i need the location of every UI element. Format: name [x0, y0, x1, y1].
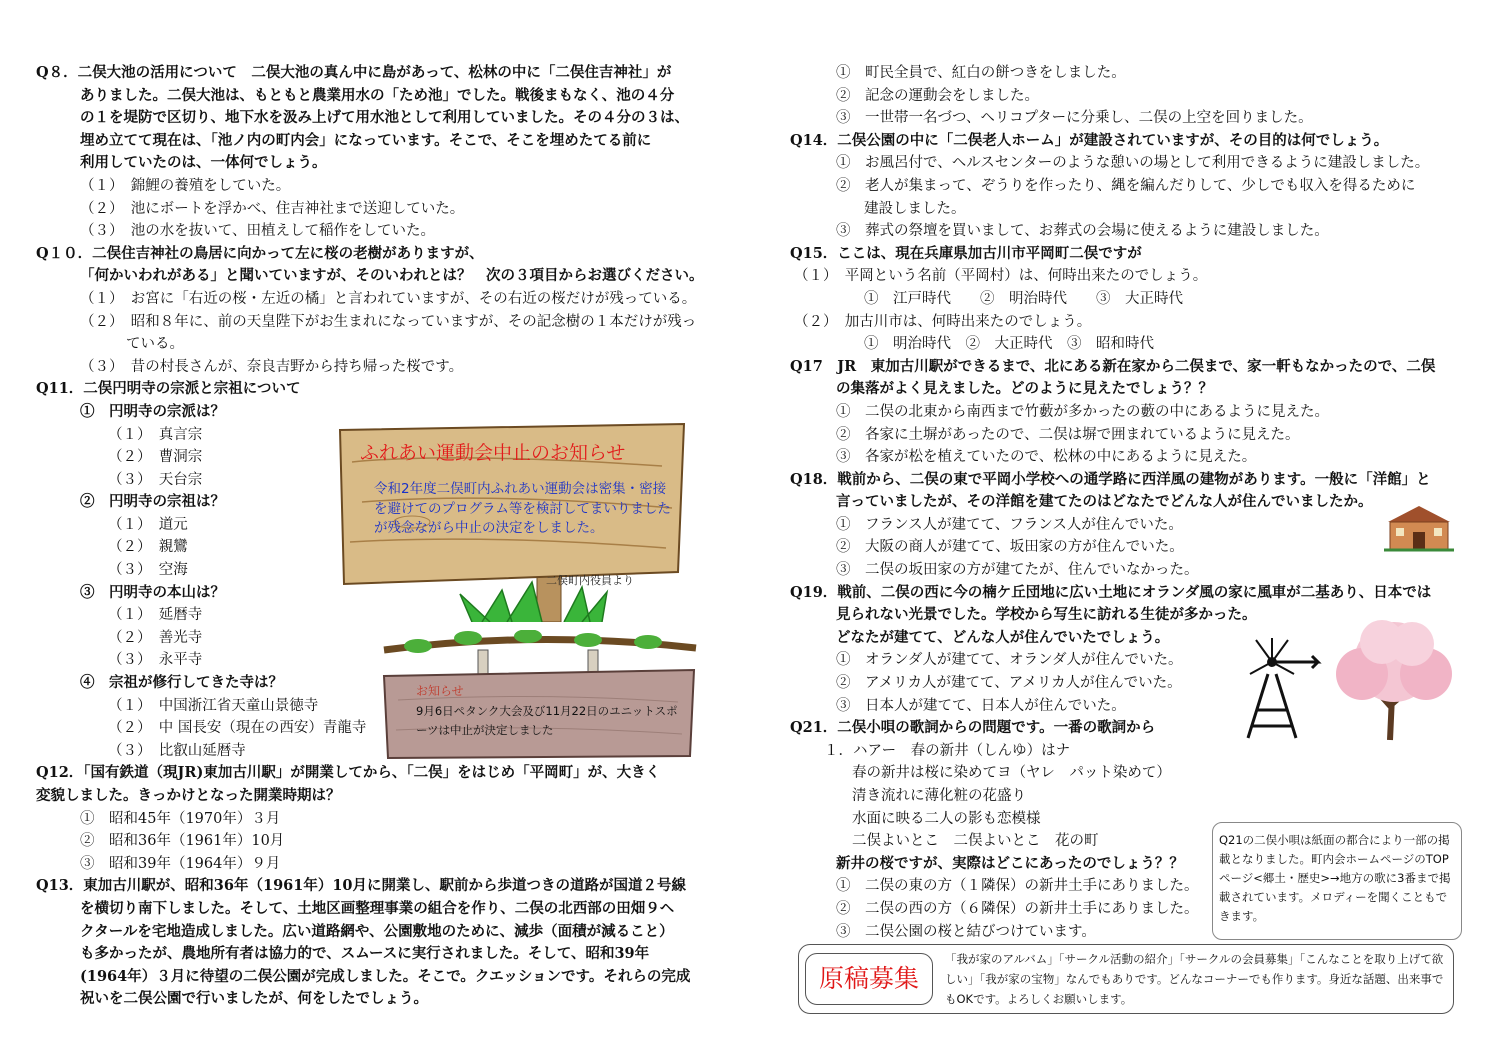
question-line: 見られない光景でした。学校から写生に訪れる生徒が多かった。: [836, 606, 1257, 624]
answer-option: ③ 一世帯一名づつ、ヘリコプターに分乗し、二俣の上空を回りました。: [836, 110, 1313, 127]
song-note-text: Q21の二俣小唄は紙面の都合により一部の掲載となりました。町内会ホームページのTOPページ<郷土・歴史>→地方の歌に3番まで掲載されています。メロディーを聞くこともできます。: [1219, 833, 1451, 923]
answer-option: ② 記念の運動会をしました。: [836, 87, 1039, 104]
answer-option: ① 町民全員で、紅白の餅つきをしました。: [836, 65, 1126, 81]
cherry-tree-icon: [1326, 618, 1462, 750]
right-column: [790, 62, 1470, 943]
question-line: Q１０．二俣住吉神社の鳥居に向かって左に桜の老樹がありますが、: [36, 244, 484, 262]
question-line: の集落がよく見えました。どのように見えたでしょう？？: [836, 380, 1213, 398]
question-line: ④ 宗祖が修行してきた寺は？: [80, 674, 283, 692]
question-line: ③ 円明寺の本山は？: [80, 583, 225, 601]
answer-option: ② アメリカ人が建てて、アメリカ人が住んでいた。: [836, 675, 1182, 692]
question-line: 祝いを二俣公園で行いましたが、何をしたでしょう。: [80, 990, 428, 1008]
answer-option: ③ 二俣公園の桜と結びつけています。: [836, 923, 1096, 940]
question-line: も多かったが、農地所有者は協力的で、スムースに実行されました。そして、昭和39年: [80, 945, 650, 963]
answer-option: ② 昭和36年（1961年）10月: [80, 833, 285, 850]
board-title: お知らせ: [416, 684, 464, 698]
question-line: (1964年）３月に待望の二俣公園が完成しました。そこで。クエッションです。それらの完成: [80, 967, 691, 985]
manuscript-recruit-box: [798, 944, 1454, 1014]
sign-title: ふれあい運動会中止のお知らせ: [360, 442, 626, 464]
question-line: Q14．二俣公園の中に「二俣老人ホーム」が建設されていますが、その目的は何でしょう。: [790, 131, 1389, 149]
answer-option: 水面に映る二人の影も恋模様: [852, 810, 1041, 827]
windmill-icon: [1226, 634, 1326, 744]
answer-option: （３） 比叡山延暦寺: [108, 742, 246, 759]
answer-option: 清き流れに薄化粧の花盛り: [852, 788, 1026, 804]
answer-option: ① 江戸時代 ② 明治時代 ③ 大正時代: [864, 290, 1183, 307]
question-line: ① 円明寺の宗派は？: [80, 402, 225, 420]
answer-option: ① 二俣の北東から南西まで竹藪が多かったの藪の中にあるように見えた。: [836, 403, 1329, 420]
answer-option: （３） 天台宗: [108, 471, 203, 488]
answer-option: ③ 日本人が建てて、日本人が住んでいた。: [836, 697, 1126, 714]
answer-option: ② 大阪の商人が建てて、坂田家の方が住んでいた。: [836, 539, 1184, 556]
western-house-icon: [1384, 504, 1454, 556]
question-line: 「何かいわれがある」と聞いていますが、そのいわれとは？ 次の３項目からお選びください。: [80, 267, 704, 285]
answer-option: ③ 葬式の祭壇を買いまして、お葬式の会場に使えるように建設しました。: [836, 223, 1329, 240]
sign-from: 二俣町内役員より: [546, 574, 634, 587]
question-line: 埋め立てて現在は、「池ノ内の町内会」になっています。そこで、そこを埋めたてる前に: [80, 131, 652, 149]
answer-option: ① 二俣の東の方（１隣保）の新井土手にありました。: [836, 878, 1199, 895]
answer-option: （１） 道元: [108, 516, 188, 533]
answer-option: （２） 善光寺: [108, 629, 203, 646]
answer-option: （３） 池の水を抜いて、田植えして稲作をしていた。: [80, 223, 435, 240]
answer-option: （２） 曹洞宗: [108, 449, 203, 466]
sign-body: 令和2年度二俣町内ふれあい運動会は密集・密接を避けてのプログラム等を検討してまいりましたが残念ながら中止の決定をしました。: [374, 481, 671, 536]
answer-option: （２） 昭和８年に、前の天皇陛下がお生まれになっていますが、その記念樹の１本だけが残っ: [80, 313, 697, 330]
board-body: 9月6日ペタンク大会及び11月22日のユニットスポーツは中止が決定しました: [416, 704, 678, 737]
answer-option: （１） 中国浙江省天童山景徳寺: [108, 697, 319, 714]
answer-option: （２） 池にボートを浮かべ、住吉神社まで送迎していた。: [80, 200, 465, 217]
question-line: ありました。二俣大池は、もともと農業用水の「ため池」でした。戦後まもなく、池の４分: [80, 86, 675, 104]
answer-option: ③ 各家が松を植えていたので、松林の中にあるように見えた。: [836, 449, 1257, 466]
answer-option: （１） 錦鯉の養殖をしていた。: [80, 177, 291, 194]
answer-option: ② 二俣の西の方（６隣保）の新井土手にありました。: [836, 900, 1199, 917]
answer-option: ③ 二俣の坂田家の方が建てたが、住んでいなかった。: [836, 562, 1199, 579]
answer-option: （１） 真言宗: [108, 426, 203, 443]
question-line: Q17 JR 東加古川駅ができるまで、北にある新在家から二俣まで、家一軒もなかったので、二俣: [790, 357, 1436, 375]
question-line: Q13．東加古川駅が、昭和36年（1961年）10月に開業し、駅前から歩道つきの道路が国道２号線: [36, 877, 687, 895]
question-line: クタールを宅地造成しました。広い道路網や、公園敷地のために、減歩（面積が減ること）: [80, 922, 674, 940]
question-line: Q15．ここは、現在兵庫県加古川市平岡町二俣ですが: [790, 244, 1142, 262]
answer-option: 建設しました。: [864, 200, 966, 217]
question-line: の１を堤防で区切り、地下水を汲み上げて用水池として利用していました。その４分の３は、: [80, 109, 689, 127]
question-line: 新井の桜ですが、実際はどこにあったのでしょう？？: [836, 854, 1184, 872]
answer-option: ② 各家に土塀があったので、二俣は塀で囲まれているように見えた。: [836, 426, 1300, 443]
answer-option: ① お風呂付で、ヘルスセンターのような憩いの場として利用できるように建設しました。: [836, 155, 1430, 172]
answer-option: ① オランダ人が建てて、オランダ人が住んでいた。: [836, 652, 1183, 669]
question-line: Q12．「国有鉄道（現JR)東加古川駅」が開業してから、「二俣」をはじめ「平岡町」が、大きく: [36, 764, 661, 782]
answer-option: （３） 空海: [108, 562, 188, 579]
recruit-title: 原稿募集: [805, 953, 933, 1005]
question-line: 変貌しました。きっかけとなった開業時期は？: [36, 787, 341, 804]
question-line: Q21．二俣小唄の歌詞からの問題です。一番の歌詞から: [790, 719, 1156, 737]
question-line: 言っていましたが、その洋館を建てたのはどなたでどんな人が住んでいましたか。: [836, 493, 1373, 511]
question-line: 利用していたのは、一体何でしょう。: [80, 154, 327, 172]
answer-option: 春の新井は桜に染めてヨ（ヤレ パット染めて）: [852, 765, 1171, 782]
answer-option: （３） 昔の村長さんが、奈良吉野から持ち帰った桜です。: [80, 358, 464, 375]
answer-option: ② 老人が集まって、ぞうりを作ったり、縄を編んだりして、少しでも収入を得るために: [836, 177, 1416, 194]
question-line: ② 円明寺の宗祖は？: [80, 493, 225, 511]
recruit-body: 「我が家のアルバム」「サークル活動の紹介」「サークルの会員募集」「こんなことを取り上げて欲しい」「我が家の宝物」なんでもありです。どんなコーナーでも作ります。身近な話題、出来事でもOKです。よろしくお願いします。: [945, 952, 1444, 1006]
answer-option: （２） 中 国長安（現在の西安）青龍寺: [108, 720, 367, 737]
answer-option: ① 明治時代 ② 大正時代 ③ 昭和時代: [864, 336, 1154, 353]
answer-option: （１） 平岡という名前（平岡村）は、何時出来たのでしょう。: [794, 268, 1208, 285]
answer-option: １．ハアー 春の新井（しんゆ）はナ: [824, 742, 1071, 759]
song-note-box: [1212, 822, 1462, 940]
question-line: を横切り南下しました。そして、土地区画整理事業の組合を作り、二俣の北西部の田畑９ヘ: [80, 899, 675, 917]
question-line: Q18．戦前から、二俣の東で平岡小学校への通学路に西洋風の建物があります。一般に「洋館」と: [790, 470, 1431, 488]
question-line: どなたが建てて、どんな人が住んでいたでしょう。: [836, 628, 1170, 646]
answer-option: 二俣よいとこ 二俣よいとこ 花の町: [852, 833, 1099, 850]
answer-option: ③ 昭和39年（1964年）９月: [80, 855, 281, 872]
event-cancel-sign: [332, 422, 694, 622]
question-line: Q11．二俣円明寺の宗派と宗祖について: [36, 380, 301, 398]
answer-option: ている。: [126, 336, 184, 353]
answer-option: （１） 延暦寺: [108, 607, 203, 624]
answer-option: （２） 加古川市は、何時出来たのでしょう。: [794, 313, 1092, 330]
answer-option: ① フランス人が建てて、フランス人が住んでいた。: [836, 516, 1183, 533]
question-line: Q８．二俣大池の活用について 二俣大池の真ん中に島があって、松林の中に「二俣住吉神社」が: [36, 64, 672, 81]
answer-option: （１） お宮に「右近の桜・左近の橘」と言われていますが、その右近の桜だけが残っている。: [80, 290, 697, 307]
answer-option: ① 昭和45年（1970年）３月: [80, 810, 281, 827]
question-line: Q19．戦前、二俣の西に今の楠ケ丘団地に広い土地にオランダ風の家に風車が二基あり、日本では: [790, 583, 1432, 601]
answer-option: （２） 親鸞: [108, 539, 188, 556]
sports-cancel-board: [378, 630, 700, 760]
answer-option: （３） 永平寺: [108, 652, 203, 669]
